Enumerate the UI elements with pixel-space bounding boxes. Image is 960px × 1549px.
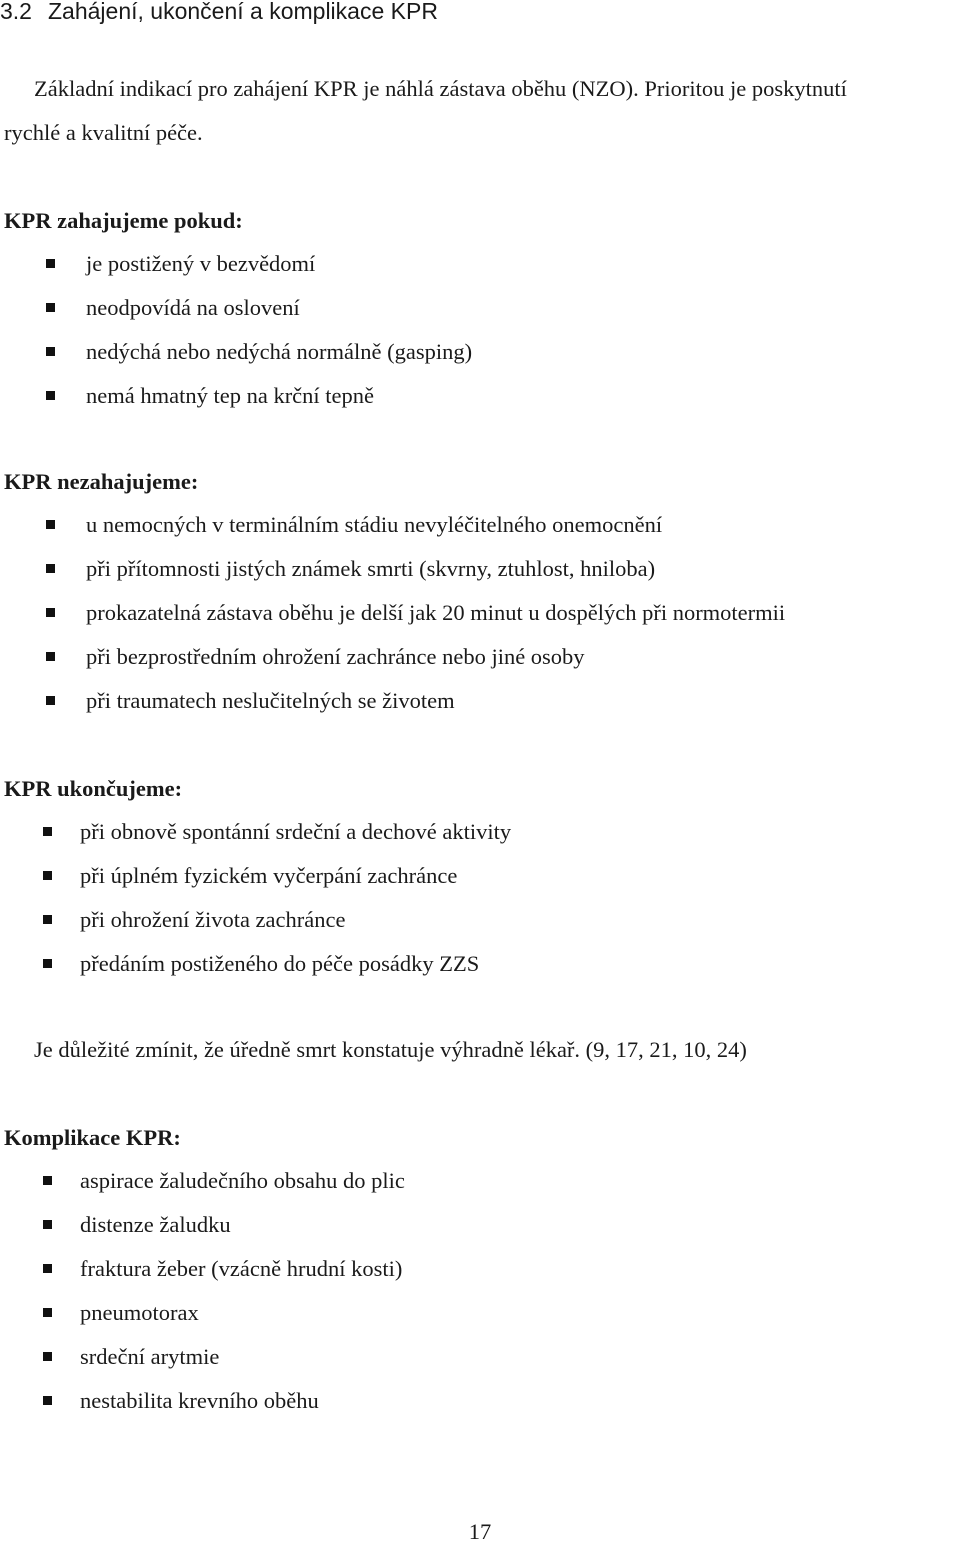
list-item-text: aspirace žaludečního obsahu do plic (80, 1168, 405, 1193)
list-item (0, 330, 472, 374)
list-item-text: pneumotorax (80, 1300, 199, 1325)
start-list (0, 242, 472, 418)
list-item (0, 547, 785, 591)
list-item (0, 854, 511, 898)
bullet-icon (43, 1308, 52, 1317)
bullet-icon (46, 259, 55, 268)
bullet-icon (43, 1176, 52, 1185)
intro-line-1: Základní indikací pro zahájení KPR je náhlá zástava oběhu (NZO). Prioritou je poskytnutí (34, 76, 847, 101)
list-item (0, 1379, 405, 1423)
list-item-text: při traumatech neslučitelných se životem (86, 688, 455, 713)
list-item (0, 1159, 405, 1203)
bullet-icon (46, 391, 55, 400)
list-item-text: nestabilita krevního oběhu (80, 1388, 319, 1413)
bullet-icon (43, 827, 52, 836)
list-item (0, 635, 785, 679)
list-item-text: prokazatelná zástava oběhu je delší jak 20 minut u dospělých při normotermii (86, 600, 786, 625)
not-start-list (0, 503, 785, 723)
bullet-icon (46, 520, 55, 529)
intro-line-2: rychlé a kvalitní péče. (4, 120, 203, 145)
list-item (0, 374, 472, 418)
list-item-text: fraktura žeber (vzácně hrudní kosti) (80, 1256, 403, 1281)
list-item-text: při úplném fyzickém vyčerpání zachránce (80, 863, 458, 888)
list-item (0, 1291, 405, 1335)
list-item (0, 898, 511, 942)
section-number: 3.2 (0, 0, 32, 24)
bullet-icon (46, 608, 55, 617)
bullet-icon (46, 347, 55, 356)
list-item (0, 679, 785, 723)
complications-list (0, 1159, 405, 1423)
bullet-icon (43, 1264, 52, 1273)
list-item-text: srdeční arytmie (80, 1344, 220, 1369)
page-number: 17 (468, 1519, 492, 1544)
bullet-icon (46, 652, 55, 661)
complications-label: Komplikace KPR: (4, 1125, 181, 1150)
bullet-icon (46, 303, 55, 312)
bullet-icon (43, 871, 52, 880)
bullet-icon (43, 1220, 52, 1229)
list-item (0, 503, 785, 547)
list-item (0, 242, 472, 286)
list-item-text: distenze žaludku (80, 1212, 231, 1237)
list-item-text: je postižený v bezvědomí (86, 251, 316, 276)
list-item-text: při obnově spontánní srdeční a dechové aktivity (80, 819, 512, 844)
bullet-icon (43, 915, 52, 924)
end-label: KPR ukončujeme: (4, 776, 183, 801)
list-item (0, 942, 511, 986)
list-item-text: neodpovídá na oslovení (86, 295, 300, 320)
list-item (0, 810, 511, 854)
list-item-text: nemá hmatný tep na krční tepně (86, 383, 375, 408)
list-item (0, 286, 472, 330)
bullet-icon (46, 564, 55, 573)
list-item-text: předáním postiženého do péče posádky ZZS (80, 951, 480, 976)
list-item-text: při ohrožení života zachránce (80, 907, 346, 932)
bullet-icon (43, 1396, 52, 1405)
bullet-icon (46, 696, 55, 705)
list-item (0, 1335, 405, 1379)
list-item (0, 1203, 405, 1247)
list-item-text: při bezprostředním ohrožení zachránce nebo jiné osoby (86, 644, 585, 669)
list-item-text: nedýchá nebo nedýchá normálně (gasping) (86, 339, 473, 364)
section-title: Zahájení, ukončení a komplikace KPR (48, 0, 438, 24)
bullet-icon (43, 959, 52, 968)
not-start-label: KPR nezahajujeme: (4, 469, 199, 494)
note-paragraph: Je důležité zmínit, že úředně smrt konstatuje výhradně lékař. (9, 17, 21, 10, 24) (34, 1037, 747, 1062)
list-item-text: u nemocných v terminálním stádiu nevyléčitelného onemocnění (86, 512, 663, 537)
list-item-text: při přítomnosti jistých známek smrti (skvrny, ztuhlost, hniloba) (86, 556, 656, 581)
start-label: KPR zahajujeme pokud: (4, 208, 243, 233)
list-item (0, 591, 785, 635)
section-heading (0, 0, 438, 26)
bullet-icon (43, 1352, 52, 1361)
list-item (0, 1247, 405, 1291)
end-list (0, 810, 511, 986)
